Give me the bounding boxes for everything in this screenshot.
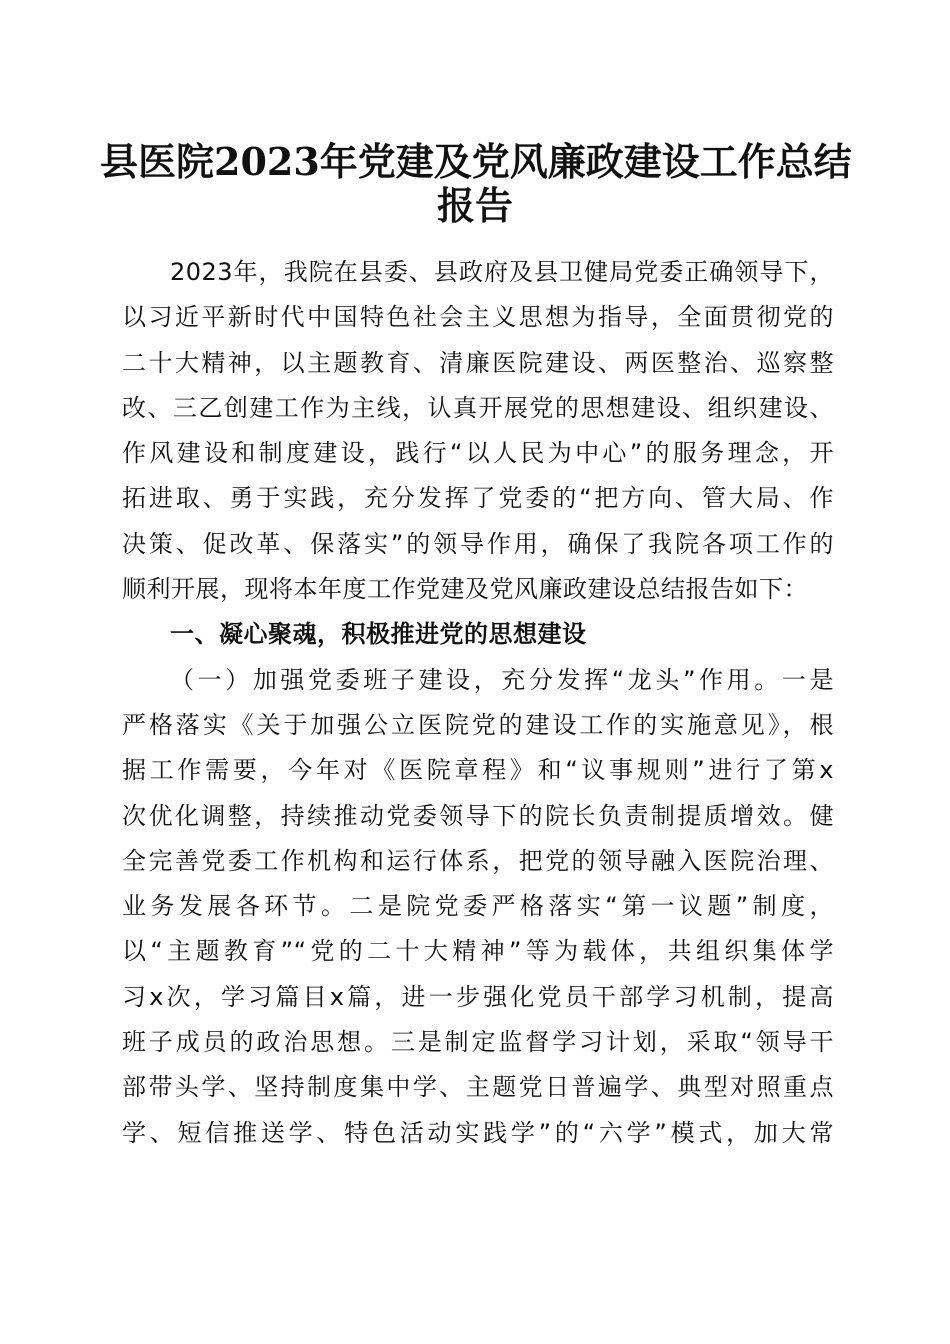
document-title-line-2: 报告: [436, 183, 513, 228]
paragraph-2-line-11: 学、短信推送学、特色活动实践学”的“六学”模式，加大常: [122, 1118, 834, 1147]
paragraph-1-line-1: 2023年，我院在县委、县政府及县卫健局党委正确领导下，: [170, 258, 834, 286]
paragraph-2-line-9: 班子成员的政治思想。三是制定监督学习计划，采取“领导干: [122, 1028, 834, 1057]
paragraph-2-line-8: 习x次，学习篇目x篇，进一步强化党员干部学习机制，提高: [122, 982, 834, 1011]
paragraph-1-line-4: 改、三乙创建工作为主线，认真开展党的思想建设、组织建设、: [122, 393, 834, 422]
paragraph-2-line-4: 次优化调整，持续推动党委领导下的院长负责制提质增效。健: [122, 801, 834, 830]
paragraph-2-line-6: 业务发展各环节。二是院党委严格落实“第一议题”制度，: [122, 892, 834, 921]
document-title-line-1: 县医院2023年党建及党风廉政建设工作总结: [100, 139, 852, 184]
paragraph-2-line-7: 以“主题教育”“党的二十大精神”等为载体，共组织集体学: [122, 937, 834, 966]
paragraph-1-line-2: 以习近平新时代中国特色社会主义思想为指导，全面贯彻党的: [122, 303, 834, 332]
paragraph-2-line-1: （一）加强党委班子建设，充分发挥“龙头”作用。一是: [170, 665, 834, 694]
paragraph-1-line-8: 顺利开展，现将本年度工作党建及党风廉政建设总结报告如下：: [122, 575, 808, 604]
paragraph-2-line-2: 严格落实《关于加强公立医院党的建设工作的实施意见》，根: [122, 710, 834, 739]
paragraph-1-line-7: 决策、促改革、保落实”的领导作用，确保了我院各项工作的: [122, 529, 834, 558]
paragraph-1-line-5: 作风建设和制度建设，践行“以人民为中心”的服务理念，开: [122, 439, 834, 468]
section-heading-1: 一、凝心聚魂，积极推进党的思想建设: [170, 620, 587, 649]
document-body: [122, 250, 834, 1156]
paragraph-2-line-5: 全完善党委工作机构和运行体系，把党的领导融入医院治理、: [122, 846, 834, 875]
paragraph-1-line-6: 拓进取、勇于实践，充分发挥了党委的“把方向、管大局、作: [122, 484, 834, 513]
paragraph-2-line-3: 据工作需要，今年对《医院章程》和“议事规则”进行了第x: [122, 756, 834, 785]
paragraph-1-line-3: 二十大精神，以主题教育、清廉医院建设、两医整治、巡察整: [122, 348, 834, 377]
paragraph-2-line-10: 部带头学、坚持制度集中学、主题党日普遍学、典型对照重点: [122, 1073, 834, 1102]
